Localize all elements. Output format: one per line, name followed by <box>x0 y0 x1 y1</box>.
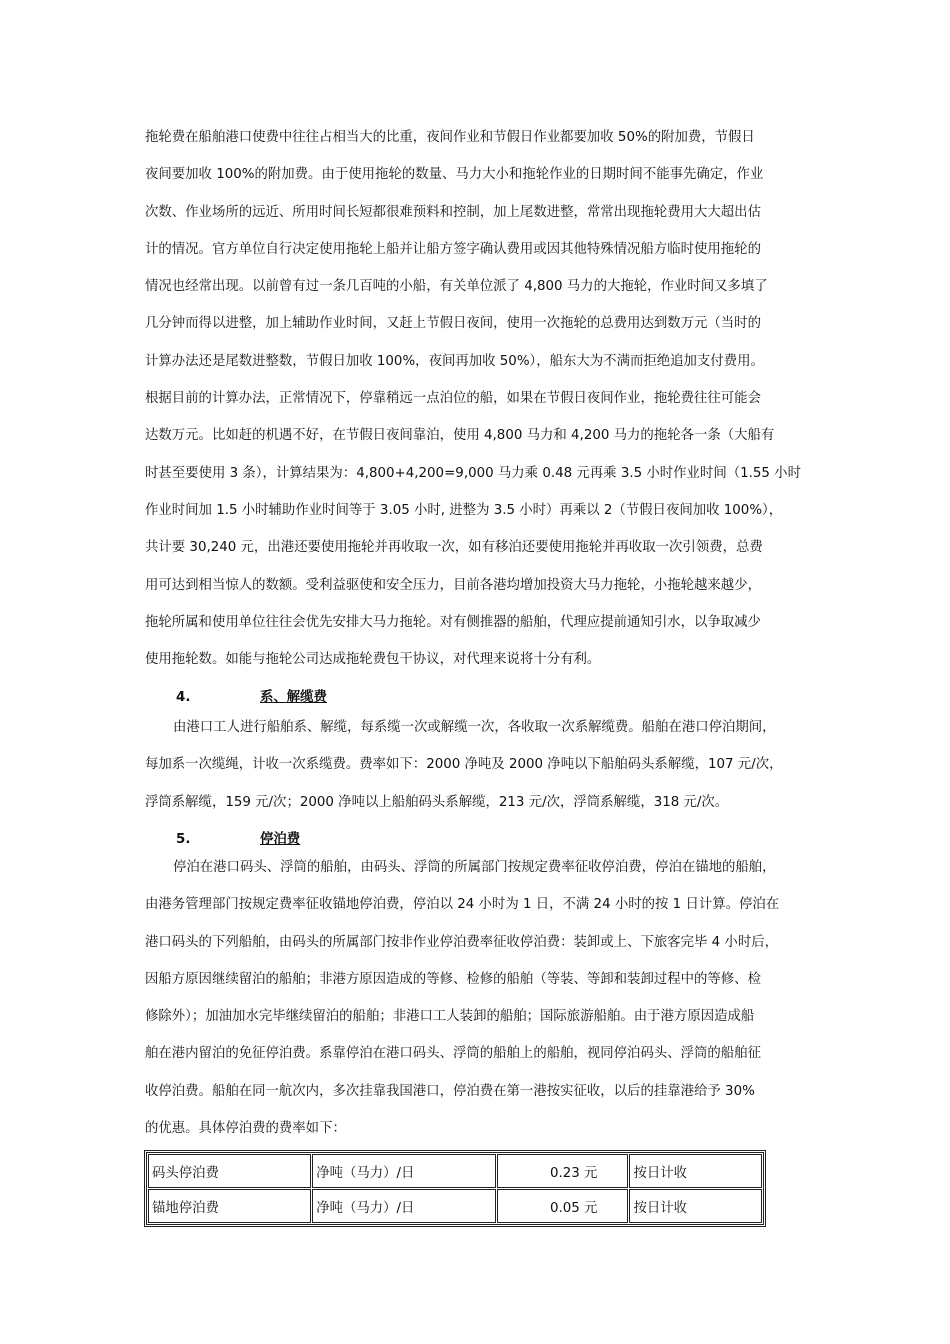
text-line: 计算办法还是尾数进整数，节假日加收 100%，夜间再加收 50%），船东大为不满而拒绝追加支付费用。 <box>145 353 764 369</box>
fee-unit-cell: 净吨（马力）/日 <box>312 1189 496 1223</box>
text-line: 的优惠。具体停泊费的费率如下： <box>145 1121 346 1137</box>
table-row <box>148 1154 762 1188</box>
text-line: 收停泊费。船舶在同一航次内，多次挂靠我国港口，停泊费在第一港按实征收，以后的挂靠港给予 30% <box>145 1083 755 1099</box>
text-line: 计的情况。官方单位自行决定使用拖轮上船并让船方签字确认费用或因其他特殊情况船方临时使用拖轮的 <box>145 241 761 257</box>
text-line: 港口码头的下列船舶，由码头的所属部门按非作业停泊费率征收停泊费：装卸或上、下旅客完毕 4 小时后， <box>145 934 778 950</box>
text-line: 停泊在港口码头、浮筒的船舶，由码头、浮筒的所属部门按规定费率征收停泊费，停泊在锚地的船舶， <box>173 860 776 875</box>
section-title: 系、解缆费 <box>260 690 327 705</box>
text-line: 几分钟而得以进整，加上辅助作业时间，又赶上节假日夜间，使用一次拖轮的总费用达到数万元（当时的 <box>145 316 761 332</box>
text-line: 共计要 30,240 元，出港还要使用拖轮并再收取一次，如有移泊还要使用拖轮并再收取一次引领费，总费 <box>145 540 763 556</box>
text-line: 由港口工人进行船舶系、解缆，每系缆一次或解缆一次，各收取一次系解缆费。船舶在港口停泊期间， <box>173 720 776 735</box>
section-heading-berthing <box>176 828 300 847</box>
text-line: 使用拖轮数。如能与拖轮公司达成拖轮费包干协议，对代理来说将十分有利。 <box>145 652 601 668</box>
text-line: 用可达到相当惊人的数额。受利益驱使和安全压力，目前各港均增加投资大马力拖轮，小拖轮越来越少， <box>145 577 761 593</box>
text-line: 拖轮所属和使用单位往往会优先安排大马力拖轮。对有侧推器的船舶，代理应提前通知引水，以争取减少 <box>145 614 761 630</box>
table-row <box>148 1189 762 1223</box>
fee-item-cell: 锚地停泊费 <box>148 1189 311 1223</box>
text-line: 时甚至要使用 3 条），计算结果为：4,800+4,200=9,000 马力乘 0.48 元再乘 3.5 小时作业时间（1.55 小时 <box>145 465 801 481</box>
text-line: 拖轮费在船舶港口使费中往往占相当大的比重，夜间作业和节假日作业都要加收 50%的附加费，节假日 <box>145 130 755 145</box>
fee-item-cell: 码头停泊费 <box>148 1154 311 1188</box>
section-number: 4. <box>176 690 191 705</box>
berthing-fee-table <box>144 1150 766 1227</box>
text-line: 由港务管理部门按规定费率征收锚地停泊费，停泊以 24 小时为 1 日，不满 24 小时的按 1 日计算。停泊在 <box>145 897 780 913</box>
fee-rate-cell: 0.23 元 <box>497 1154 628 1188</box>
text-line: 夜间要加收 100%的附加费。由于使用拖轮的数量、马力大小和拖轮作业的日期时间不能事先确定，作业 <box>145 167 764 183</box>
fee-basis-cell: 按日计收 <box>629 1189 762 1223</box>
text-line: 根据目前的计算办法，正常情况下，停靠稍远一点泊位的船，如果在节假日夜间作业，拖轮费往往可能会 <box>145 391 761 407</box>
fee-basis-cell: 按日计收 <box>629 1154 762 1188</box>
text-line: 次数、作业场所的远近、所用时间长短都很难预料和控制，加上尾数进整，常常出现拖轮费用大大超出估 <box>145 204 761 220</box>
text-line: 因船方原因继续留泊的船舶；非港方原因造成的等修、检修的船舶（等装、等卸和装卸过程中的等修、检 <box>145 971 761 987</box>
section-heading-mooring <box>176 686 327 705</box>
text-line: 每加系一次缆绳，计收一次系缆费。费率如下：2000 净吨及 2000 净吨以下船舶码头系解缆，107 元/次， <box>145 757 783 773</box>
section-title: 停泊费 <box>260 832 301 847</box>
text-line: 作业时间加 1.5 小时辅助作业时间等于 3.05 小时, 进整为 3.5 小时）再乘以 2（节假日夜间加收 100%）， <box>145 502 783 518</box>
paragraph-berthing-fees <box>145 849 815 1147</box>
text-line: 达数万元。比如赶的机遇不好，在节假日夜间靠泊，使用 4,800 马力和 4,200 马力的拖轮各一条（大船有 <box>145 428 775 444</box>
paragraph-mooring-fees <box>145 709 815 821</box>
text-line: 修除外）；加油加水完毕继续留泊的船舶；非港口工人装卸的船舶；国际旅游船舶。由于港方原因造成船 <box>145 1009 755 1025</box>
fee-unit-cell: 净吨（马力）/日 <box>312 1154 496 1188</box>
section-number: 5. <box>176 832 191 847</box>
text-line: 浮筒系解缆，159 元/次；2000 净吨以上船舶码头系解缆，213 元/次，浮筒系解缆，318 元/次。 <box>145 794 729 810</box>
fee-rate-cell: 0.05 元 <box>497 1189 628 1223</box>
text-line: 舶在港内留泊的免征停泊费。系靠停泊在港口码头、浮筒的船舶上的船舶，视同停泊码头、浮筒的船舶征 <box>145 1046 761 1062</box>
text-line: 情况也经常出现。以前曾有过一条几百吨的小船，有关单位派了 4,800 马力的大拖轮，作业时间又多填了 <box>145 279 768 295</box>
paragraph-tug-fees <box>145 119 815 678</box>
